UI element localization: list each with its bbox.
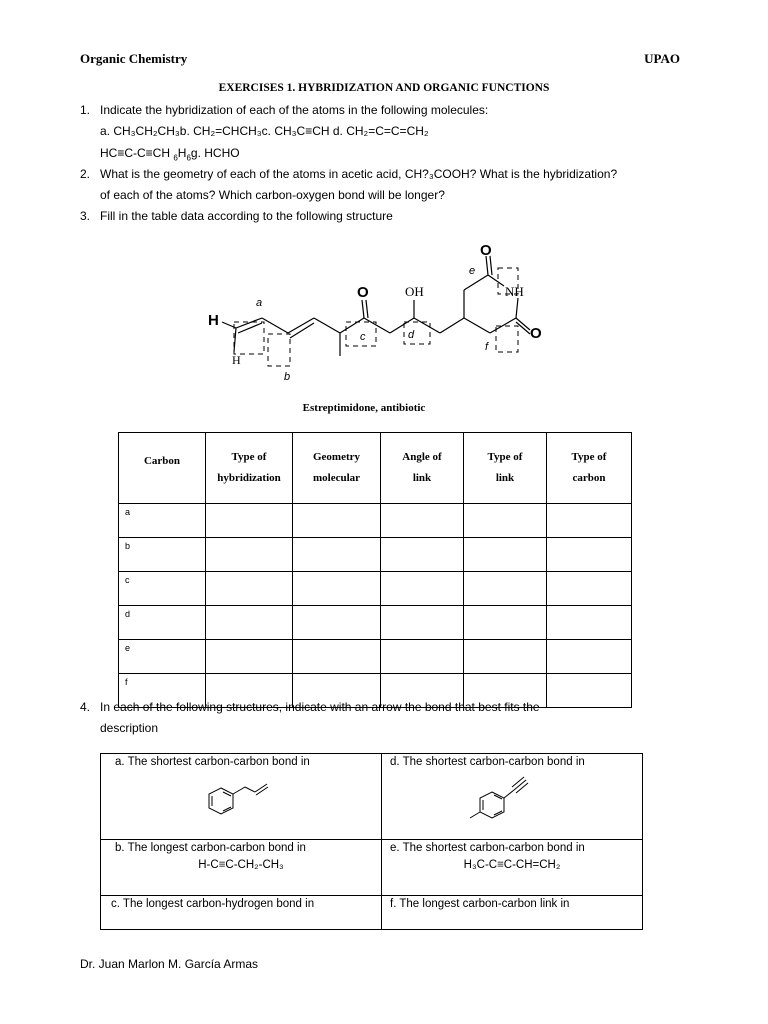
atom-nh: NH bbox=[505, 284, 524, 299]
label-a: a bbox=[256, 297, 263, 309]
cell-input[interactable] bbox=[547, 606, 632, 640]
question-4: 4. In each of the following structures, indicate with an arrow the bond that best fits the bbox=[80, 700, 540, 714]
cell-input[interactable] bbox=[547, 504, 632, 538]
cell-input[interactable] bbox=[464, 504, 547, 538]
question-2-line2: of each of the atoms? Which carbon-oxygen bond will be longer? bbox=[100, 188, 445, 202]
cell-input[interactable] bbox=[464, 538, 547, 572]
row-label-a: a bbox=[119, 504, 206, 538]
bond-table bbox=[100, 753, 643, 930]
atom-oh: OH bbox=[405, 284, 424, 299]
header-angle: Angle of link bbox=[381, 433, 464, 504]
table-row bbox=[119, 640, 632, 674]
label-b: b bbox=[284, 371, 291, 383]
cell-input[interactable] bbox=[293, 606, 381, 640]
cell-input[interactable] bbox=[547, 572, 632, 606]
cell-input[interactable] bbox=[547, 640, 632, 674]
label-f: f bbox=[485, 341, 489, 353]
cell-d[interactable]: d. The shortest carbon-carbon bond in bbox=[382, 754, 643, 840]
table-row bbox=[119, 606, 632, 640]
table-header-row bbox=[119, 433, 632, 504]
cell-input[interactable] bbox=[381, 606, 464, 640]
label-d: d bbox=[408, 329, 415, 341]
header-carbon-type: Type of carbon bbox=[547, 433, 632, 504]
label-e: e bbox=[469, 265, 476, 277]
cell-input[interactable] bbox=[464, 606, 547, 640]
cell-e[interactable]: e. The shortest carbon-carbon bond in H₃C-C≡C-CH=CH₂ bbox=[382, 840, 643, 896]
question-1: 1. Indicate the hybridization of each of the atoms in the following molecules: bbox=[80, 103, 489, 117]
estreptimidone-structure bbox=[0, 230, 768, 400]
atom-h-top: H bbox=[208, 312, 219, 329]
cell-input[interactable] bbox=[547, 538, 632, 572]
question-1-molecules-2: HC≡C-C≡CH $_6H_6g$. HCHO bbox=[100, 146, 240, 163]
table-row bbox=[119, 538, 632, 572]
cell-c[interactable]: c. The longest carbon-hydrogen bond in bbox=[101, 896, 382, 930]
table-row bbox=[101, 896, 643, 930]
atom-o-ring-bottom: O bbox=[530, 325, 542, 342]
question-1-molecules: a. CH₃CH₂CH₃b. CH₂=CHCH₃c. CH₃C≡CH d. CH₂=C=C=CH₂ bbox=[100, 124, 429, 138]
cell-input[interactable] bbox=[293, 640, 381, 674]
footer-author: Dr. Juan Marlon M. García Armas bbox=[80, 957, 259, 971]
cell-input[interactable] bbox=[206, 504, 293, 538]
table-row bbox=[101, 840, 643, 896]
page-title: EXERCISES 1. HYBRIDIZATION AND ORGANIC FUNCTIONS bbox=[218, 82, 550, 94]
cell-b[interactable]: b. The longest carbon-carbon bond in H-C≡C-CH₂-CH₃ bbox=[101, 840, 382, 896]
cell-input[interactable] bbox=[381, 504, 464, 538]
hybridization-table bbox=[118, 432, 632, 708]
cell-input[interactable] bbox=[206, 640, 293, 674]
cell-input[interactable] bbox=[381, 538, 464, 572]
cell-input[interactable] bbox=[381, 640, 464, 674]
question-3: 3. Fill in the table data according to the following structure bbox=[80, 209, 393, 223]
cell-input[interactable] bbox=[206, 572, 293, 606]
question-2: 2. What is the geometry of each of the atoms in acetic acid, CH?₃COOH? What is the hybridization? bbox=[80, 167, 618, 181]
header-course: Organic Chemistry bbox=[80, 51, 188, 66]
cell-input[interactable] bbox=[464, 640, 547, 674]
cell-input[interactable] bbox=[547, 674, 632, 708]
header-hybridization: Type of hybridization bbox=[206, 433, 293, 504]
header-geometry: Geometry molecular bbox=[293, 433, 381, 504]
row-label-c: c bbox=[119, 572, 206, 606]
cell-input[interactable] bbox=[293, 504, 381, 538]
cell-input[interactable] bbox=[381, 572, 464, 606]
cell-input[interactable] bbox=[206, 538, 293, 572]
atom-o-ketone: O bbox=[357, 284, 369, 301]
cell-input[interactable] bbox=[293, 538, 381, 572]
row-label-e: e bbox=[119, 640, 206, 674]
row-label-d: d bbox=[119, 606, 206, 640]
atom-h-bottom: H bbox=[232, 353, 241, 367]
cell-a[interactable]: a. The shortest carbon-carbon bond in bbox=[101, 754, 382, 840]
cell-input[interactable] bbox=[293, 572, 381, 606]
table-row bbox=[101, 754, 643, 840]
formula-e: H₃C-C≡C-CH=CH₂ bbox=[463, 859, 561, 871]
atom-o-ring-top: O bbox=[480, 242, 492, 259]
allylbenzene-structure bbox=[189, 772, 339, 822]
formula-b: H-C≡C-CH₂-CH₃ bbox=[198, 859, 284, 871]
label-c: c bbox=[360, 331, 366, 343]
header-carbon: Carbon bbox=[119, 433, 206, 504]
cell-f[interactable]: f. The longest carbon-carbon link in bbox=[382, 896, 643, 930]
question-4-line2: description bbox=[100, 721, 159, 735]
cell-input[interactable] bbox=[464, 572, 547, 606]
cell-input[interactable] bbox=[206, 606, 293, 640]
header-link-type: Type of link bbox=[464, 433, 547, 504]
row-label-b: b bbox=[119, 538, 206, 572]
header-university: UPAO bbox=[644, 51, 680, 66]
row-label-f: f bbox=[119, 674, 206, 708]
structure-caption: Estreptimidone, antibiotic bbox=[302, 402, 426, 414]
methylphenylacetylene-structure bbox=[450, 770, 600, 830]
table-row bbox=[119, 504, 632, 538]
table-row bbox=[119, 572, 632, 606]
